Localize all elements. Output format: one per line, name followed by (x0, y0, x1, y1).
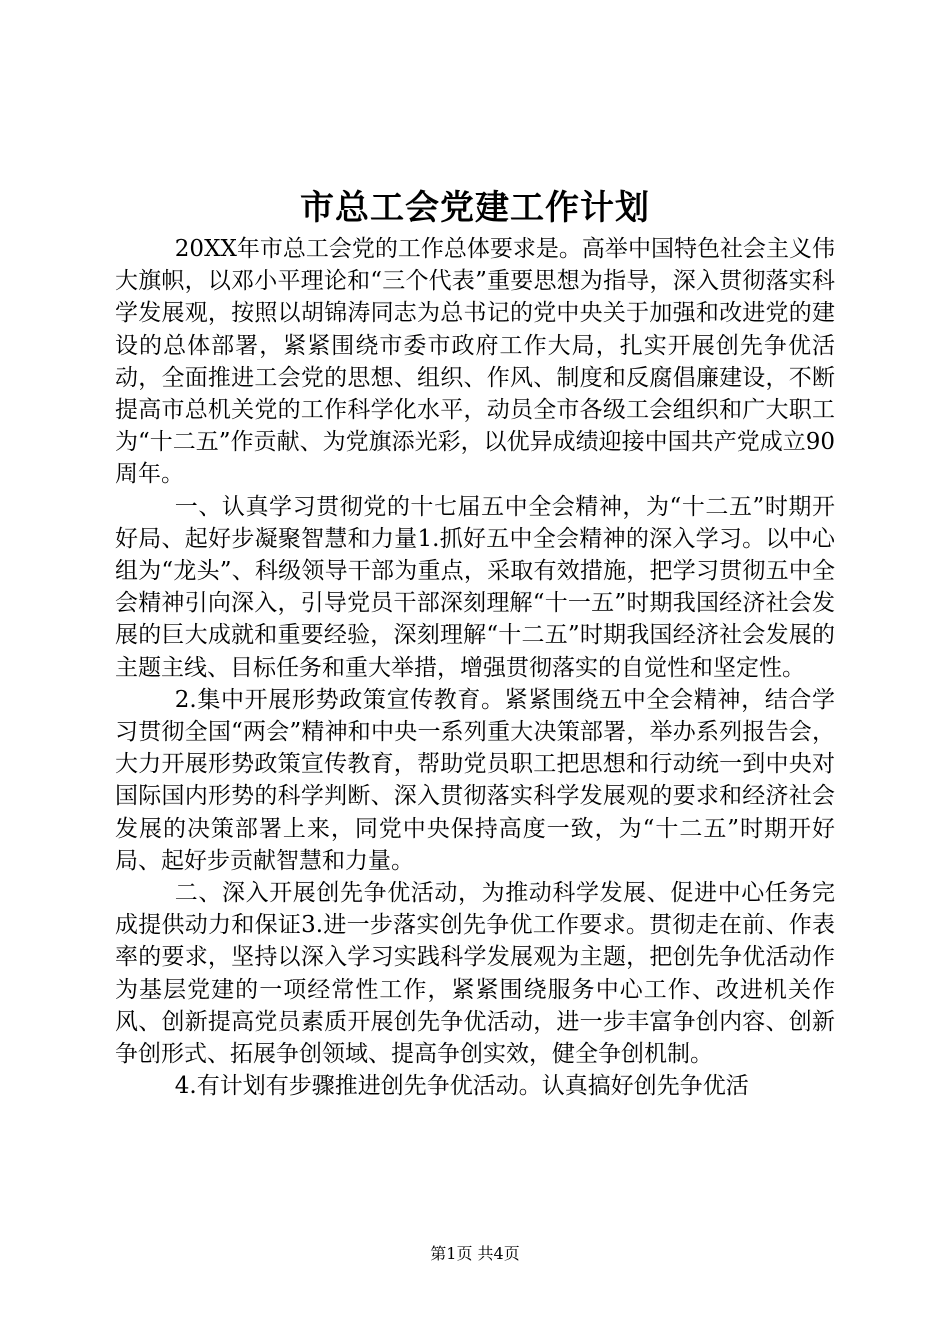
paragraph: 2.集中开展形势政策宣传教育。紧紧围绕五中全会精神，结合学习贯彻全国“两会”精神和中央一系列重大决策部署，举办系列报告会，大力开展形势政策宣传教育，帮助党员职工把思想和行动统一到中央对国际国内形势的科学判断、深入贯彻落实科学发展观的要求和经济社会发展的决策部署上来，同党中央保持高度一致，为“十二五”时期开好局、起好步贡献智慧和力量。 (115, 686, 835, 874)
document-title: 市总工会党建工作计划 (300, 188, 650, 228)
page-footer: 第1页 共4页 (430, 1244, 520, 1263)
paragraph: 20XX年市总工会党的工作总体要求是。高举中国特色社会主义伟大旗帜，以邓小平理论和“三个代表”重要思想为指导，深入贯彻落实科学发展观，按照以胡锦涛同志为总书记的党中央关于加强和改进党的建设的总体部署，紧紧围绕市委市政府工作大局，扎实开展创先争优活动，全面推进工会党的思想、组织、作风、制度和反腐倡廉建设，不断提高市总机关党的工作科学化水平，动员全市各级工会组织和广大职工为“十二五”作贡献、为党旗添光彩，以优异成绩迎接中国共产党成立90周年。 (115, 236, 835, 488)
paragraph: 一、认真学习贯彻党的十七届五中全会精神，为“十二五”时期开好局、起好步凝聚智慧和力量1.抓好五中全会精神的深入学习。以中心组为“龙头”、科级领导干部为重点，采取有效措施，把学习贯彻五中全会精神引向深入，引导党员干部深刻理解“十一五”时期我国经济社会发展的巨大成就和重要经验，深刻理解“十二五”时期我国经济社会发展的主题主线、目标任务和重大举措，增强贯彻落实的自觉性和坚定性。 (115, 493, 835, 681)
document-body (115, 233, 835, 1102)
paragraph: 4.有计划有步骤推进创先争优活动。认真搞好创先争优活 (174, 1073, 749, 1100)
paragraph: 二、深入开展创先争优活动，为推动科学发展、促进中心任务完成提供动力和保证3.进一步落实创先争优工作要求。贯彻走在前、作表率的要求，坚持以深入学习实践科学发展观为主题，把创先争优活动作为基层党建的一项经常性工作，紧紧围绕服务中心工作、改进机关作风、创新提高党员素质开展创先争优活动，进一步丰富争创内容、创新争创形式、拓展争创领域、提高争创实效，健全争创机制。 (115, 880, 835, 1068)
